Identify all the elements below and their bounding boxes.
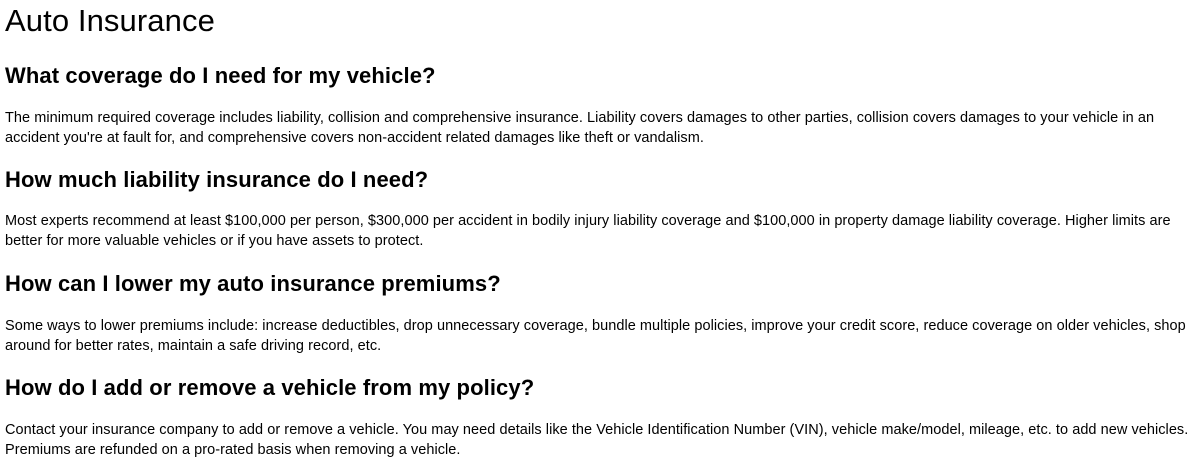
faq-item (5, 62, 1195, 148)
faq-answer: The minimum required coverage includes liability, collision and comprehensive insurance. Liability covers damages to other parties, collision covers damages to your vehicle in an accident you're at fault for, and comprehensive covers non-accident related damages like theft or vandalism. (5, 110, 1155, 146)
faq-answer: Some ways to lower premiums include: increase deductibles, drop unnecessary coverage, bundle multiple policies, improve your credit score, reduce coverage on older vehicles, shop around for better rates, maintain a safe driving record, etc. (5, 318, 1186, 354)
faq-item (5, 166, 1195, 251)
faq-item (5, 374, 1195, 460)
faq-answer: Most experts recommend at least $100,000 per person, $300,000 per accident in bodily injury liability coverage and $100,000 in property damage liability coverage. Higher limits are better for more valuable vehicles or if you have assets to protect. (5, 213, 1171, 249)
faq-question: How much liability insurance do I need? (5, 167, 429, 192)
faq-answer: Contact your insurance company to add or remove a vehicle. You may need details like the Vehicle Identification Number (VIN), vehicle make/model, mileage, etc. to add new vehicles. Premiums are refunded on a pro-rated basis when removing a vehicle. (5, 422, 1189, 458)
faq-question: How do I add or remove a vehicle from my policy? (5, 375, 535, 400)
faq-question: How can I lower my auto insurance premiums? (5, 271, 501, 296)
faq-question: What coverage do I need for my vehicle? (5, 63, 436, 88)
faq-item (5, 270, 1195, 356)
page-title: Auto Insurance (5, 3, 215, 38)
